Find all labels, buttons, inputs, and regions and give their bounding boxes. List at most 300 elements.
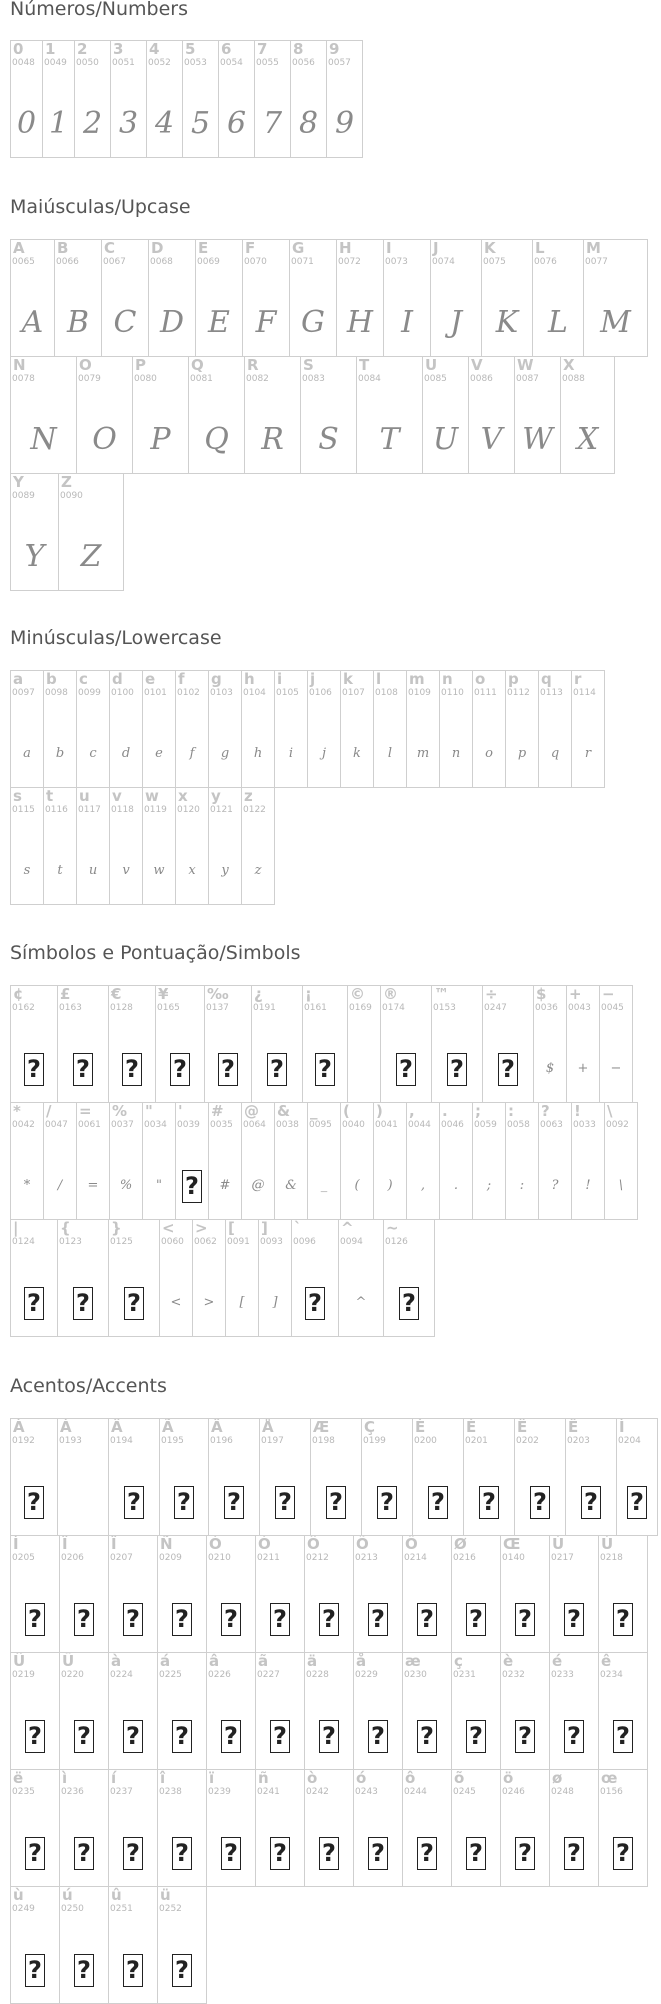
glyph-cell-0046 (439, 1102, 473, 1220)
glyph-code-label: 0193 (59, 1436, 82, 1446)
glyph-code-label: 0242 (306, 1787, 329, 1797)
glyph-code-label: 0216 (453, 1553, 476, 1563)
glyph-code-label: 0123 (59, 1237, 82, 1247)
glyph-sample: l (387, 746, 393, 761)
glyph-sample: ] (272, 1295, 278, 1310)
glyph-code-label: 0112 (507, 688, 530, 698)
glyph-cell-0153 (431, 985, 483, 1103)
glyph-char-label: ø (552, 1769, 563, 1787)
glyph-cell-0206 (59, 1535, 109, 1653)
glyph-char-label: ÷ (485, 985, 498, 1003)
glyph-cell-0192 (10, 1418, 58, 1536)
glyph-sample: # (219, 1178, 231, 1193)
glyph-code-label: 0056 (292, 58, 315, 68)
glyph-code-label: 0033 (573, 1120, 596, 1130)
glyph-char-label: 7 (257, 40, 268, 58)
glyph-code-label: 0243 (355, 1787, 378, 1797)
glyph-cell-0248 (549, 1769, 599, 1887)
missing-glyph-box: ? (368, 1720, 388, 1753)
glyph-sample: t (57, 863, 63, 878)
glyph-cell-0035 (208, 1102, 242, 1220)
glyph-char-label: à (111, 1652, 122, 1670)
glyph-cell-0210 (206, 1535, 256, 1653)
glyph-cell-0217 (549, 1535, 599, 1653)
glyph-cell-0040 (340, 1102, 374, 1220)
glyph-cell-0246 (500, 1769, 550, 1887)
glyph-code-label: 0086 (470, 374, 493, 384)
glyph-cell-0066 (54, 239, 102, 357)
glyph-code-label: 0244 (404, 1787, 427, 1797)
glyph-cell-0094 (338, 1219, 384, 1337)
glyph-char-label: ® (383, 985, 398, 1003)
glyph-cell-0213 (353, 1535, 403, 1653)
glyph-sample: 2 (82, 106, 103, 141)
glyph-cell-0125 (108, 1219, 160, 1337)
missing-glyph-box: ? (564, 1720, 584, 1753)
glyph-code-label: 0238 (159, 1787, 182, 1797)
glyph-cell-0080 (132, 356, 189, 474)
glyph-code-label: 0217 (551, 1553, 574, 1563)
glyph-cell-0200 (412, 1418, 464, 1536)
glyph-char-label: / (46, 1102, 52, 1120)
glyph-code-label: 0103 (210, 688, 233, 698)
glyph-cell-0078 (10, 356, 77, 474)
glyph-cell-0115 (10, 787, 44, 905)
glyph-char-label: Ø (454, 1535, 467, 1553)
glyph-code-label: 0113 (540, 688, 563, 698)
glyph-char-label: a (13, 670, 24, 688)
glyph-cell-0048 (10, 40, 43, 158)
glyph-char-label: m (409, 670, 425, 688)
glyph-code-label: 0121 (210, 805, 233, 815)
glyph-char-label: Ò (209, 1535, 222, 1553)
glyph-char-label: _ (310, 1102, 318, 1120)
glyph-char-label: M (586, 239, 601, 257)
glyph-sample: 8 (298, 106, 319, 141)
glyph-cell-0113 (538, 670, 572, 788)
glyph-char-label: 2 (77, 40, 88, 58)
glyph-code-label: 0092 (606, 1120, 629, 1130)
glyph-code-label: 0224 (110, 1670, 133, 1680)
glyph-cell-0106 (307, 670, 341, 788)
missing-glyph-box: ? (270, 1837, 290, 1870)
missing-glyph-box: ? (172, 1603, 192, 1636)
glyph-sample: + (577, 1061, 589, 1076)
glyph-char-label: € (111, 985, 122, 1003)
glyph-cell-0216 (451, 1535, 501, 1653)
glyph-char-label: " (145, 1102, 153, 1120)
glyph-char-label: X (563, 356, 575, 374)
glyph-char-label: k (343, 670, 353, 688)
glyph-char-label: . (442, 1102, 448, 1120)
glyph-cell-0238 (157, 1769, 207, 1887)
glyph-code-label: 0050 (76, 58, 99, 68)
glyph-sample: z (254, 863, 262, 878)
glyph-char-label: b (46, 670, 57, 688)
glyph-code-label: 0084 (358, 374, 381, 384)
glyph-char-label: ‰ (207, 985, 229, 1003)
glyph-cell-0251 (108, 1886, 158, 2004)
glyph-code-label: 0071 (291, 257, 314, 267)
glyph-char-label: ? (541, 1102, 550, 1120)
glyph-char-label: í (111, 1769, 117, 1787)
glyph-sample: 7 (262, 106, 283, 141)
glyph-cell-0228 (304, 1652, 354, 1770)
glyph-code-label: 0199 (363, 1436, 386, 1446)
glyph-sample: w (153, 863, 165, 878)
glyph-char-label: P (135, 356, 146, 374)
glyph-code-label: 0068 (150, 257, 173, 267)
glyph-code-label: 0047 (45, 1120, 68, 1130)
glyph-char-label: E (198, 239, 209, 257)
missing-glyph-box: ? (122, 1053, 142, 1086)
glyph-char-label: 6 (221, 40, 232, 58)
glyph-char-label: Ï (111, 1535, 117, 1553)
glyph-sample: ? (551, 1178, 559, 1193)
glyph-code-label: 0035 (210, 1120, 233, 1130)
glyph-code-label: 0061 (78, 1120, 101, 1130)
glyph-sample: @ (251, 1178, 265, 1193)
glyph-char-label: 3 (113, 40, 124, 58)
glyph-char-label: W (517, 356, 534, 374)
glyph-cell-0218 (598, 1535, 648, 1653)
glyph-cell-0071 (289, 239, 337, 357)
missing-glyph-box: ? (172, 1837, 192, 1870)
glyph-cell-0165 (155, 985, 205, 1103)
glyph-code-label: 0085 (424, 374, 447, 384)
glyph-code-label: 0210 (208, 1553, 231, 1563)
glyph-sample: G (301, 305, 325, 340)
glyph-sample: m (416, 746, 430, 761)
glyph-char-label: ! (574, 1102, 581, 1120)
glyph-cell-0096 (291, 1219, 339, 1337)
missing-glyph-box: ? (417, 1837, 437, 1870)
glyph-sample: N (30, 422, 57, 457)
missing-glyph-box: ? (326, 1486, 346, 1519)
glyph-char-label: £ (60, 985, 71, 1003)
glyph-sample: ( (354, 1178, 360, 1193)
glyph-sample: < (170, 1295, 182, 1310)
glyph-char-label: Z (61, 473, 72, 491)
glyph-char-label: 0 (13, 40, 24, 58)
glyph-code-label: 0234 (600, 1670, 623, 1680)
glyph-code-label: 0252 (159, 1904, 182, 1914)
glyph-cell-0098 (43, 670, 77, 788)
glyph-code-label: 0226 (208, 1670, 231, 1680)
missing-glyph-box: ? (368, 1603, 388, 1636)
glyph-char-label: Û (13, 1652, 26, 1670)
glyph-code-label: 0111 (474, 688, 497, 698)
missing-glyph-box: ? (74, 1954, 94, 1987)
glyph-code-label: 0099 (78, 688, 101, 698)
glyph-char-label: Œ (503, 1535, 521, 1553)
glyph-cell-0128 (108, 985, 156, 1103)
glyph-cell-0205 (10, 1535, 60, 1653)
glyph-code-label: 0125 (110, 1237, 133, 1247)
glyph-char-label: û (111, 1886, 122, 1904)
glyph-code-label: 0036 (535, 1003, 558, 1013)
glyph-cell-0070 (242, 239, 290, 357)
glyph-code-label: 0194 (110, 1436, 133, 1446)
glyph-cell-0226 (206, 1652, 256, 1770)
glyph-code-label: 0053 (184, 58, 207, 68)
glyph-code-label: 0198 (312, 1436, 335, 1446)
glyph-code-label: 0191 (253, 1003, 276, 1013)
glyph-sample: H (346, 305, 374, 340)
glyph-code-label: 0219 (12, 1670, 35, 1680)
glyph-cell-0047 (43, 1102, 77, 1220)
glyph-sample: 4 (154, 106, 175, 141)
glyph-cell-0245 (451, 1769, 501, 1887)
glyph-cell-0063 (538, 1102, 572, 1220)
glyph-code-label: 0080 (134, 374, 157, 384)
glyph-char-label: T (359, 356, 370, 374)
glyph-code-label: 0106 (309, 688, 332, 698)
missing-glyph-box: ? (25, 1720, 45, 1753)
glyph-char-label: ù (13, 1886, 24, 1904)
missing-glyph-box: ? (498, 1053, 518, 1086)
glyph-cell-0198 (310, 1418, 362, 1536)
glyph-cell-0108 (373, 670, 407, 788)
glyph-cell-0162 (10, 985, 58, 1103)
glyph-code-label: 0124 (12, 1237, 35, 1247)
glyph-cell-0085 (422, 356, 469, 474)
glyph-cell-0124 (10, 1219, 58, 1337)
section-simbols-title: Símbolos e Pontuação/Simbols (10, 942, 301, 964)
glyph-cell-0204 (616, 1418, 658, 1536)
glyph-cell-0091 (225, 1219, 259, 1337)
glyph-code-label: 0105 (276, 688, 299, 698)
glyph-char-label: ™ (434, 985, 449, 1003)
glyph-code-label: 0137 (206, 1003, 229, 1013)
glyph-char-label: N (13, 356, 26, 374)
glyph-code-label: 0225 (159, 1670, 182, 1680)
glyph-char-label: u (79, 787, 90, 805)
glyph-sample: , (420, 1178, 426, 1193)
glyph-sample: Z (80, 539, 102, 574)
missing-glyph-box: ? (564, 1603, 584, 1636)
glyph-char-label: L (535, 239, 545, 257)
glyph-cell-0037 (109, 1102, 143, 1220)
glyph-cell-0090 (58, 473, 124, 591)
glyph-char-label: 8 (293, 40, 304, 58)
missing-glyph-box: ? (267, 1053, 287, 1086)
glyph-char-label: ; (475, 1102, 481, 1120)
glyph-cell-0076 (532, 239, 584, 357)
glyph-code-label: 0118 (111, 805, 134, 815)
glyph-char-label: % (112, 1102, 128, 1120)
glyph-code-label: 0073 (385, 257, 408, 267)
glyph-code-label: 0246 (502, 1787, 525, 1797)
glyph-cell-0088 (560, 356, 615, 474)
glyph-code-label: 0247 (484, 1003, 507, 1013)
glyph-cell-0242 (304, 1769, 354, 1887)
glyph-cell-0117 (76, 787, 110, 905)
glyph-code-label: 0196 (210, 1436, 233, 1446)
glyph-sample: n (451, 746, 461, 761)
glyph-cell-0041 (373, 1102, 407, 1220)
glyph-code-label: 0065 (12, 257, 35, 267)
glyph-cell-0109 (406, 670, 440, 788)
missing-glyph-box: ? (123, 1720, 143, 1753)
glyph-sample: * (23, 1178, 31, 1193)
glyph-code-label: 0043 (568, 1003, 591, 1013)
glyph-code-label: 0245 (453, 1787, 476, 1797)
glyph-char-label: ò (307, 1769, 318, 1787)
glyph-char-label: ( (343, 1102, 350, 1120)
glyph-char-label: â (209, 1652, 220, 1670)
glyph-char-label: ä (307, 1652, 318, 1670)
glyph-code-label: 0090 (60, 491, 83, 501)
glyph-code-label: 0042 (12, 1120, 35, 1130)
glyph-sample: S (318, 422, 339, 457)
glyph-code-label: 0241 (257, 1787, 280, 1797)
glyph-sample: W (522, 422, 553, 457)
glyph-code-label: 0205 (12, 1553, 35, 1563)
glyph-code-label: 0140 (502, 1553, 525, 1563)
glyph-cell-0082 (244, 356, 301, 474)
glyph-char-label: e (145, 670, 156, 688)
glyph-cell-0104 (241, 670, 275, 788)
glyph-cell-0201 (463, 1418, 515, 1536)
glyph-char-label: S (303, 356, 314, 374)
glyph-char-label: ¿ (254, 985, 263, 1003)
glyph-char-label: , (409, 1102, 415, 1120)
glyph-cell-0214 (402, 1535, 452, 1653)
glyph-code-label: 0095 (309, 1120, 332, 1130)
glyph-code-label: 0229 (355, 1670, 378, 1680)
glyph-char-label: î (160, 1769, 166, 1787)
glyph-char-label: ] (261, 1219, 268, 1237)
glyph-char-label: + (569, 985, 582, 1003)
glyph-code-label: 0120 (177, 805, 200, 815)
glyph-code-label: 0162 (12, 1003, 35, 1013)
glyph-cell-0056 (290, 40, 327, 158)
glyph-code-label: 0089 (12, 491, 35, 501)
glyph-cell-0234 (598, 1652, 648, 1770)
glyph-code-label: 0207 (110, 1553, 133, 1563)
glyph-code-label: 0078 (12, 374, 35, 384)
glyph-char-label: ö (503, 1769, 514, 1787)
glyph-cell-0195 (159, 1418, 209, 1536)
glyph-cell-0061 (76, 1102, 110, 1220)
glyph-char-label: \ (607, 1102, 613, 1120)
glyph-code-label: 0197 (261, 1436, 284, 1446)
glyph-cell-0069 (195, 239, 243, 357)
glyph-code-label: 0122 (243, 805, 266, 815)
glyph-cell-0105 (274, 670, 308, 788)
glyph-code-label: 0039 (177, 1120, 200, 1130)
glyph-char-label: Ù (552, 1535, 565, 1553)
glyph-cell-0050 (74, 40, 111, 158)
glyph-cell-0126 (383, 1219, 435, 1337)
glyph-sample: ) (387, 1178, 393, 1193)
section-accents-title: Acentos/Accents (10, 1375, 167, 1397)
glyph-sample: 5 (190, 106, 211, 141)
missing-glyph-box: ? (377, 1486, 397, 1519)
glyph-cell-0241 (255, 1769, 305, 1887)
missing-glyph-box: ? (466, 1720, 486, 1753)
glyph-sample: E (208, 305, 230, 340)
glyph-sample: s (23, 863, 31, 878)
glyph-code-label: 0069 (197, 257, 220, 267)
glyph-char-label: œ (601, 1769, 618, 1787)
glyph-cell-0083 (300, 356, 357, 474)
glyph-sample: L (548, 305, 568, 340)
glyph-cell-0116 (43, 787, 77, 905)
glyph-char-label: É (466, 1418, 477, 1436)
glyph-cell-0102 (175, 670, 209, 788)
glyph-cell-0081 (188, 356, 245, 474)
glyph-cell-0120 (175, 787, 209, 905)
glyph-cell-0052 (146, 40, 183, 158)
glyph-cell-0038 (274, 1102, 308, 1220)
glyph-code-label: 0088 (562, 374, 585, 384)
section-lowercase-title: Minúsculas/Lowercase (10, 627, 222, 649)
missing-glyph-box: ? (224, 1486, 244, 1519)
glyph-code-label: 0093 (260, 1237, 283, 1247)
glyph-char-label: s (13, 787, 22, 805)
glyph-char-label: ç (454, 1652, 463, 1670)
glyph-cell-0229 (353, 1652, 403, 1770)
missing-glyph-box: ? (613, 1837, 633, 1870)
glyph-sample: i (288, 746, 294, 761)
missing-glyph-box: ? (24, 1287, 44, 1320)
glyph-cell-0084 (356, 356, 423, 474)
glyph-char-label: õ (454, 1769, 465, 1787)
glyph-code-label: 0249 (12, 1904, 35, 1914)
glyph-cell-0110 (439, 670, 473, 788)
glyph-cell-0114 (571, 670, 605, 788)
glyph-code-label: 0045 (601, 1003, 624, 1013)
glyph-cell-0067 (101, 239, 149, 357)
missing-glyph-box: ? (123, 1837, 143, 1870)
glyph-code-label: 0201 (465, 1436, 488, 1446)
glyph-cell-0077 (583, 239, 648, 357)
glyph-char-label: Õ (356, 1535, 369, 1553)
glyph-code-label: 0038 (276, 1120, 299, 1130)
glyph-char-label: J (433, 239, 439, 257)
missing-glyph-box: ? (319, 1603, 339, 1636)
missing-glyph-box: ? (270, 1720, 290, 1753)
glyph-cell-0161 (302, 985, 348, 1103)
glyph-cell-0103 (208, 670, 242, 788)
glyph-char-label: r (574, 670, 582, 688)
glyph-char-label: ê (601, 1652, 612, 1670)
glyph-sample: M (600, 305, 631, 340)
glyph-char-label: ï (209, 1769, 215, 1787)
glyph-code-label: 0091 (227, 1237, 250, 1247)
glyph-char-label: Ê (517, 1418, 528, 1436)
missing-glyph-box: ? (319, 1720, 339, 1753)
glyph-char-label: h (244, 670, 255, 688)
glyph-char-label: Ñ (160, 1535, 173, 1553)
glyph-sample: : (519, 1178, 525, 1193)
glyph-char-label: ` (294, 1219, 302, 1237)
missing-glyph-box: ? (417, 1720, 437, 1753)
glyph-sample: T (379, 422, 400, 457)
glyph-code-label: 0075 (483, 257, 506, 267)
glyph-code-label: 0203 (567, 1436, 590, 1446)
glyph-code-label: 0037 (111, 1120, 134, 1130)
glyph-char-label: ã (258, 1652, 269, 1670)
glyph-code-label: 0239 (208, 1787, 231, 1797)
glyph-cell-0191 (251, 985, 303, 1103)
glyph-sample: P (150, 422, 171, 457)
glyph-cell-0224 (108, 1652, 158, 1770)
glyph-code-label: 0062 (194, 1237, 217, 1247)
glyph-char-label: n (442, 670, 453, 688)
